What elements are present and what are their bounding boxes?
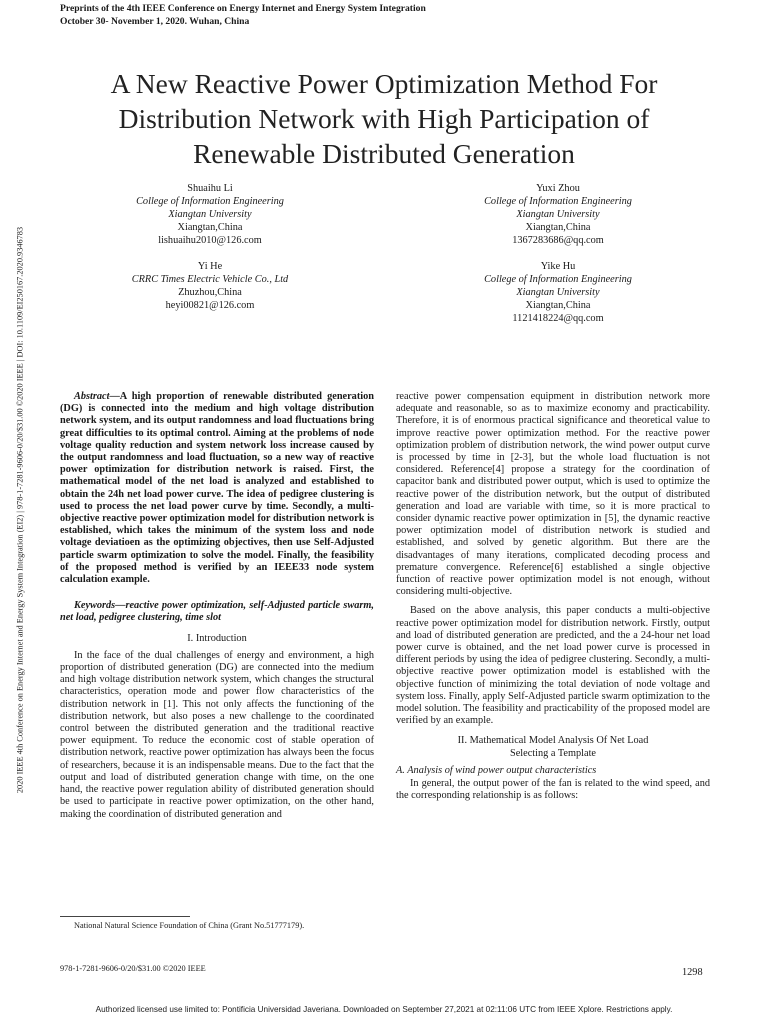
body-paragraph: reactive power compensation equipment in distribution network more adequate and reasonable, so as to maximize economy and practicability. Therefore, it is of enormous practical significance and theoretical value to improve reactive power optimization method. For the reactive power optimization problem of distribution network, the wind power output curve is processed by time in [2-3], but the whole load fluctuation is not considered. Reference[4] propose a strategy for the coordination of capacitor bank and distributed power output, which is used to optimize the reactive power of the distribution network, but the output of distributed generation and load are variable with time, so it is more practical to consider dynamic reactive power optimization in [5], the dynamic reactive power optimization model of distribution network is studied and established, and solved by genetic algorithm. But there are the disadvantages of many iterations, complicated decoding process and premature convergence. Reference[6] established a single objective function of reactive power optimization model is not enough, without considering multi-objective. bbox=[396, 391, 710, 598]
author-block bbox=[60, 260, 360, 312]
author-department: College of Information Engineering bbox=[484, 196, 632, 207]
page-number: 1298 bbox=[682, 967, 703, 978]
subsection-heading: A. Analysis of wind power output characteristics bbox=[396, 764, 597, 776]
author-city: Xiangtan,China bbox=[177, 222, 243, 233]
author-department: College of Information Engineering bbox=[484, 274, 632, 285]
author-organization: Xiangtan University bbox=[516, 287, 600, 298]
author-department: CRRC Times Electric Vehicle Co., Ltd bbox=[131, 274, 289, 285]
footnote-rule bbox=[60, 916, 190, 917]
author-city: Xiangtan,China bbox=[525, 222, 591, 233]
doi-sidebar bbox=[8, 175, 33, 845]
abstract-text: —A high proportion of renewable distributed generation (DG) is connected into the medium and high voltage distribution network system, and its output randomness and load fluctuations bring great difficulties to its optimal control. Aiming at the problems of node voltage quality reduction and system network loss increase caused by the output randomness and load fluctuation, so a new way of reactive power optimization for distribution network is raised. First, the mathematical model of the net load is analyzed and established to obtain the 24h net load power curve. The idea of pedigree clustering is used to process the net load power curve by time. Secondly, a multi-objective reactive power optimization model for distribution network is established, which takes the minimum of the system loss and node voltage deviatioen as the optimizing objectives, then use Self-Adjusted particle swarm optimization to solve the model. Finally, the feasibility of the proposed method is verified by an IEEE33 node system calculation example. bbox=[60, 391, 374, 586]
author-name: Yike Hu bbox=[540, 261, 576, 272]
author-block bbox=[408, 260, 708, 325]
right-column bbox=[396, 391, 710, 803]
paper-title bbox=[0, 66, 768, 171]
author-name: Yi He bbox=[197, 261, 223, 272]
author-block bbox=[408, 182, 708, 247]
author-organization: Xiangtan University bbox=[168, 209, 252, 220]
section-heading-introduction: I. Introduction bbox=[187, 632, 247, 644]
left-column bbox=[60, 391, 374, 821]
abstract bbox=[60, 391, 374, 586]
isbn-line: 978-1-7281-9606-0/20/$31.00 ©2020 IEEE bbox=[60, 964, 206, 973]
license-notice: Authorized licensed use limited to: Pontificia Universidad Javeriana. Downloaded on September 27,2021 at 02:11:06 UTC from IEEE Xplore. Restrictions apply. bbox=[95, 1005, 673, 1014]
author-name: Shuaihu Li bbox=[187, 183, 233, 194]
title-line-3: Renewable Distributed Generation bbox=[193, 138, 575, 169]
title-line-2: Distribution Network with High Participation of bbox=[118, 103, 650, 134]
section-heading-line-2: Selecting a Template bbox=[509, 747, 596, 759]
author-email: 1367283686@qq.com bbox=[512, 235, 604, 246]
section-heading-model bbox=[396, 735, 710, 759]
funding-footnote: National Natural Science Foundation of China (Grant No.51777179). bbox=[74, 921, 305, 930]
author-email: lishuaihu2010@126.com bbox=[158, 235, 262, 246]
header-line-2: October 30- November 1, 2020. Wuhan, China bbox=[60, 16, 250, 27]
section-heading-line-1: II. Mathematical Model Analysis Of Net Load bbox=[457, 735, 649, 747]
sidebar-citation-text: 2020 IEEE 4th Conference on Energy Internet and Energy System Integration (EI2) | 978-1-7281-9606-0/20/$31.00 ©2020 IEEE | DOI: 10.1109/EI250167.2020.9346783 bbox=[15, 226, 25, 794]
introduction-paragraph: In the face of the dual challenges of energy and environment, a high proportion of distributed generation (DG) are connected into the medium and high voltage distribution network system, which changes the structural characteristics, operation mode and power flow characteristics of the distribution network in [1]. This not only affects the functioning of the distribution network, but also poses a new challenge to the coordinated control between the distributed generation and the traditional reactive power equipment. To reduce the economic cost of stable operation of distribution network, reactive power optimization has always been the focus of researchers, because it is an indispensable means. Due to the fact that the output and load of distributed generation change with time, on the one hand, the reactive power regulation ability of distributed generation should be used to participate in reactive power optimization, on the other hand, making the coordination of distributed generation and bbox=[60, 649, 374, 820]
author-city: Zhuzhou,China bbox=[178, 287, 242, 298]
author-email: 1121418224@qq.com bbox=[512, 313, 604, 324]
author-block bbox=[60, 182, 360, 247]
header-line-1: Preprints of the 4th IEEE Conference on Energy Internet and Energy System Integration bbox=[60, 3, 426, 14]
author-name: Yuxi Zhou bbox=[536, 183, 580, 194]
title-line-1: A New Reactive Power Optimization Method For bbox=[110, 68, 658, 99]
conference-header bbox=[60, 2, 426, 28]
body-paragraph: Based on the above analysis, this paper conducts a multi-objective reactive power optimization model for distribution network. Firstly, output and load of distributed generation are predicted, and the a 24-hour net load power curve is obtained, and the net load power curve is processed in different periods by using the idea of pedigree clustering. Secondly, a multi-objective reactive power optimization model is established with the objective function of minimizing the total deviation of node voltage and system loss. Finally, apply Self-Adjusted particle swarm optimization to the model solution. The feasibility and practicability of the proposed model are verified by an example. bbox=[396, 605, 710, 727]
author-email: heyi00821@126.com bbox=[165, 300, 255, 311]
abstract-lead: Abstract bbox=[74, 391, 110, 402]
author-city: Xiangtan,China bbox=[525, 300, 591, 311]
author-organization: Xiangtan University bbox=[516, 209, 600, 220]
keywords: Keywords—reactive power optimization, self-Adjusted particle swarm, net load, pedigree clustering, time slot bbox=[60, 600, 374, 624]
body-paragraph: In general, the output power of the fan is related to the wind speed, and the corresponding relationship is as follows: bbox=[396, 778, 710, 802]
author-department: College of Information Engineering bbox=[136, 196, 284, 207]
